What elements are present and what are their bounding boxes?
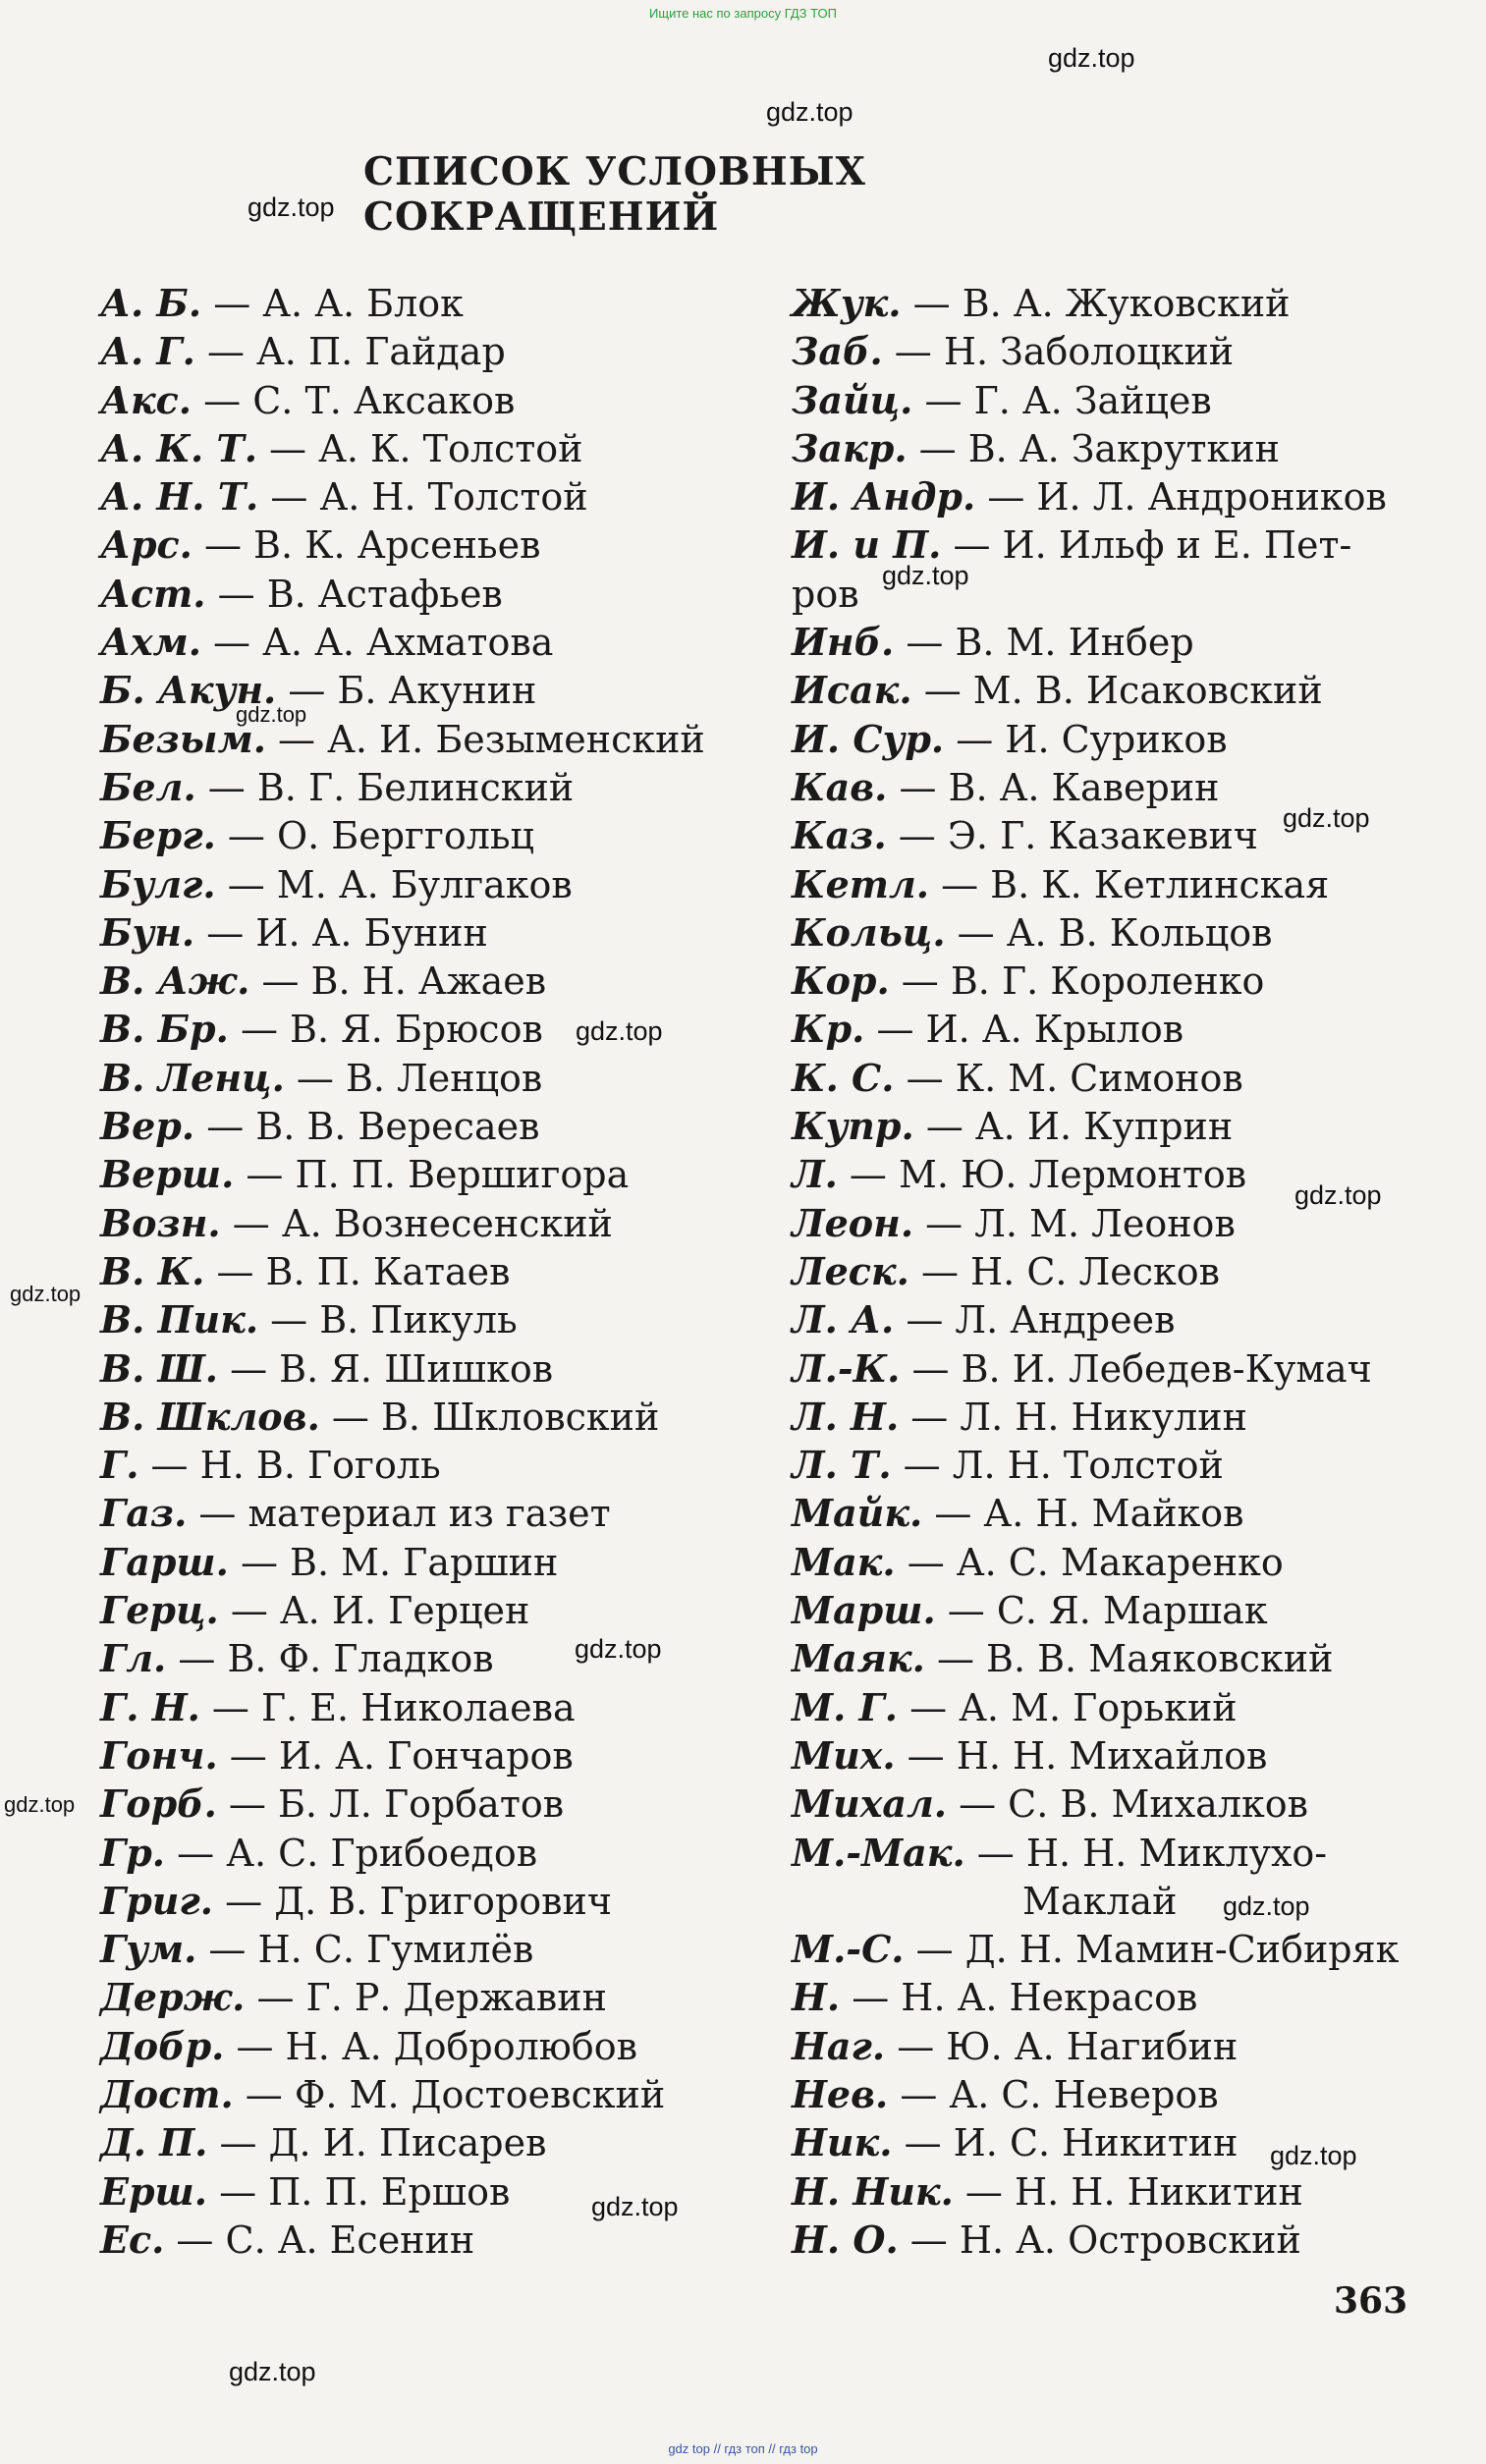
abbreviation-entry — [100, 1973, 778, 2021]
abbreviation: Купр. — [792, 1104, 914, 1149]
bottom-banner: gdz top // гдз топ // гдз top — [668, 2441, 818, 2456]
abbreviation-entry — [100, 2070, 778, 2118]
author-name: — М. А. Булгаков — [215, 862, 573, 906]
abbreviation: Добр. — [100, 2023, 225, 2068]
author-name: — Л. Н. Никулин — [899, 1395, 1247, 1439]
abbreviation: Маяк. — [792, 1636, 925, 1681]
abbreviation-entry — [100, 1731, 778, 1780]
abbreviation: И. Андр. — [792, 474, 976, 520]
abbreviation: В. Бр. — [100, 1007, 229, 1052]
abbreviation: Н. О. — [792, 2217, 899, 2262]
author-name: — А. С. Макаренко — [895, 1540, 1284, 1584]
watermark: gdz.top — [10, 1282, 82, 1306]
abbreviation: Б. Акун. — [100, 668, 277, 713]
abbreviation: Марш. — [792, 1588, 936, 1633]
abbreviation: Гл. — [100, 1636, 167, 1681]
author-name-continuation: ров — [792, 572, 859, 616]
abbreviation: М.-Мак. — [792, 1830, 965, 1875]
abbreviation-entry — [100, 472, 778, 520]
abbreviation-entry — [100, 424, 778, 472]
abbreviation-entry — [792, 1634, 1469, 1682]
abbreviation-entry — [792, 2167, 1469, 2216]
abbreviation: М.-С. — [792, 1927, 905, 1972]
author-name: — Б. Л. Горбатов — [216, 1782, 565, 1827]
abbreviation: Закр. — [792, 425, 908, 470]
author-name: — Л. Н. Толстой — [891, 1444, 1224, 1488]
author-name: — О. Берггольц — [215, 814, 534, 858]
abbreviation: М. Г. — [792, 1684, 898, 1729]
author-name: — А. Н. Майков — [922, 1492, 1244, 1536]
abbreviation: Кр. — [792, 1007, 865, 1052]
abbreviation-entry — [792, 1780, 1469, 1828]
author-name: — Б. Акунин — [276, 669, 537, 713]
abbreviation-entry — [100, 1199, 778, 1247]
abbreviation-entry — [792, 1054, 1469, 1102]
abbreviation: Зайц. — [792, 377, 913, 422]
abbreviation-entry — [792, 1489, 1469, 1537]
abbreviation-entry — [100, 1102, 778, 1150]
author-name: — И. Л. Андроников — [975, 475, 1387, 520]
abbreviation-entry — [792, 1102, 1469, 1150]
abbreviation: Л. — [792, 1152, 838, 1197]
author-name: — Д. И. Писарев — [207, 2121, 547, 2165]
author-name: — И. А. Бунин — [194, 910, 488, 955]
abbreviation: Л.-К. — [792, 1345, 901, 1391]
author-name: — С. В. Михалков — [947, 1782, 1308, 1827]
author-name: — И. Ильф и Е. Пет- — [941, 523, 1352, 568]
abbreviation-entry — [792, 1344, 1469, 1393]
author-name: — И. А. Гончаров — [217, 1733, 574, 1778]
abbreviation-entry — [792, 1973, 1469, 2021]
author-name: — В. А. Каверин — [887, 765, 1220, 809]
abbreviation-entry — [792, 1441, 1469, 1489]
abbreviation: Г. — [100, 1443, 139, 1488]
abbreviation: А. Г. — [100, 329, 195, 374]
abbreviation-entry — [792, 1683, 1469, 1731]
abbreviation-entry — [792, 2070, 1469, 2118]
abbreviation: Н. Ник. — [792, 2168, 954, 2214]
abbreviation-entry — [100, 1538, 778, 1586]
abbreviation-entry — [792, 957, 1469, 1005]
author-name: — В. В. Вересаев — [194, 1105, 540, 1149]
abbreviation-entry — [100, 860, 778, 908]
abbreviation-entry — [792, 376, 1469, 424]
abbreviation: Исак. — [792, 668, 912, 713]
abbreviation-entry — [100, 957, 778, 1005]
author-name: — В. Я. Шишков — [218, 1346, 554, 1391]
watermark: gdz.top — [1283, 803, 1370, 833]
watermark: gdz.top — [575, 1634, 662, 1664]
author-name: — Д. Н. Мамин-Сибиряк — [904, 1928, 1400, 1972]
abbreviation: Мих. — [792, 1732, 896, 1778]
abbreviation: Инб. — [792, 620, 895, 665]
abbreviation: Горб. — [100, 1781, 217, 1827]
author-name: — А. М. Горький — [898, 1685, 1238, 1729]
watermark: gdz.top — [766, 97, 853, 127]
author-name: — А. К. Толстой — [256, 426, 583, 470]
abbreviation-entry — [100, 1393, 778, 1441]
author-name: — Н. С. Лесков — [908, 1249, 1221, 1293]
abbreviation-entry — [100, 2118, 778, 2166]
abbreviation-entry — [100, 1344, 778, 1393]
abbreviation-entry — [100, 279, 778, 327]
author-name: — И. А. Крылов — [864, 1008, 1184, 1052]
author-name: — В. Шкловский — [319, 1395, 660, 1439]
abbreviation: Н. — [792, 1975, 841, 2020]
author-name: — В. А. Закруткин — [907, 426, 1280, 470]
abbreviation-entry — [792, 327, 1469, 375]
author-name: — Н. А. Островский — [898, 2218, 1301, 2262]
author-name: — А. И. Безыменский — [265, 717, 705, 761]
author-name: — В. М. Гаршин — [228, 1540, 559, 1584]
abbreviation: Гарш. — [100, 1539, 229, 1584]
abbreviation-entry — [100, 1683, 778, 1731]
abbreviation-entry — [100, 1634, 778, 1682]
abbreviation: Ерш. — [100, 2168, 207, 2214]
author-name: — Н. А. Некрасов — [840, 1976, 1198, 2020]
abbreviation: Михал. — [792, 1781, 948, 1827]
author-name: — Г. Е. Николаева — [199, 1685, 576, 1729]
abbreviation: Л. Т. — [792, 1443, 892, 1488]
author-name: — Ю. А. Нагибин — [885, 2024, 1238, 2068]
abbreviation-entry — [792, 715, 1469, 763]
watermark: gdz.top — [236, 702, 307, 727]
abbreviation: Гонч. — [100, 1732, 218, 1778]
watermark: gdz.top — [1223, 1891, 1310, 1921]
author-name: — К. М. Симонов — [894, 1056, 1243, 1100]
abbreviation-entry — [100, 1005, 778, 1053]
abbreviation: Берг. — [100, 813, 216, 858]
abbreviation: Держ. — [100, 1975, 246, 2020]
abbreviation-entry — [792, 424, 1469, 472]
abbreviation-entry — [792, 2118, 1469, 2166]
abbreviation: Мак. — [792, 1539, 896, 1584]
abbreviation: Григ. — [100, 1878, 214, 1923]
abbreviation-entry — [100, 715, 778, 763]
watermark: gdz.top — [248, 192, 335, 222]
author-name: — А. И. Куприн — [913, 1105, 1234, 1149]
abbreviation: Гр. — [100, 1830, 166, 1875]
author-name: — С. А. Есенин — [164, 2218, 475, 2262]
abbreviation: И. и П. — [792, 522, 942, 568]
abbreviation: Кольц. — [792, 909, 946, 955]
author-name: — А. В. Кольцов — [945, 910, 1273, 955]
abbreviation-entry — [100, 376, 778, 424]
abbreviation-entry — [792, 2022, 1469, 2070]
author-name: — материал из газет — [187, 1492, 611, 1536]
abbreviation: Булг. — [100, 861, 216, 906]
abbreviation: А. Н. Т. — [100, 474, 259, 520]
abbreviation-entry — [792, 1538, 1469, 1586]
author-name: — А. А. Блок — [201, 282, 464, 325]
abbreviation: А. Б. — [100, 281, 202, 325]
author-name: — А. И. Герцен — [218, 1589, 530, 1633]
abbreviation-entry — [100, 520, 778, 569]
abbreviation: Арс. — [100, 522, 193, 568]
author-name: — С. Я. Маршак — [935, 1589, 1268, 1633]
abbreviation: Возн. — [100, 1200, 221, 1245]
abbreviation-entry — [100, 1150, 778, 1198]
top-banner: Ищите нас по запросу ГДЗ ТОП — [649, 6, 837, 21]
abbreviation-entry — [100, 2022, 778, 2070]
abbreviation: И. Сур. — [792, 716, 945, 761]
watermark: gdz.top — [4, 1792, 76, 1817]
abbreviation: Каз. — [792, 813, 887, 858]
author-name: — А. А. Ахматова — [200, 621, 554, 665]
abbreviation: В. Ленц. — [100, 1055, 285, 1100]
abbreviation-entry — [100, 1054, 778, 1102]
author-name: — В. Г. Белинский — [195, 765, 575, 809]
author-name: — И. Суриков — [944, 717, 1228, 761]
abbreviation: Леск. — [792, 1248, 909, 1293]
abbreviation: Бел. — [100, 764, 196, 809]
watermark: gdz.top — [229, 2357, 316, 2386]
author-name: — А. Вознесенский — [220, 1201, 613, 1245]
author-name: — В. К. Кетлинская — [929, 862, 1330, 906]
author-name: — Н. С. Гумилёв — [196, 1928, 534, 1972]
abbreviation-entry — [100, 666, 778, 714]
abbreviation: Ес. — [100, 2217, 165, 2262]
page-title: СПИСОК УСЛОВНЫХ СОКРАЩЕНИЙ — [363, 149, 866, 240]
watermark: gdz.top — [576, 1016, 663, 1046]
abbreviation: А. К. Т. — [100, 425, 257, 470]
author-name: — П. П. Вершигора — [234, 1153, 630, 1197]
abbreviation-entry — [792, 1586, 1469, 1634]
abbreviation: В. К. — [100, 1248, 205, 1293]
abbreviation-entry — [792, 618, 1469, 666]
abbreviation-entry — [100, 2216, 778, 2264]
abbreviation-entry — [100, 1295, 778, 1343]
abbreviation-entry — [792, 1731, 1469, 1780]
abbreviation: Кетл. — [792, 861, 929, 906]
abbreviation: К. С. — [792, 1055, 895, 1100]
abbreviation-entry — [100, 1829, 778, 1877]
abbreviation: Жук. — [792, 281, 902, 325]
abbreviation: В. Ш. — [100, 1345, 218, 1391]
author-name: — В. Я. Брюсов — [228, 1008, 543, 1052]
author-name: — Ф. М. Достоевский — [233, 2072, 666, 2116]
abbreviation: В. Аж. — [100, 958, 250, 1004]
author-name-continuation: Маклай — [1022, 1879, 1178, 1923]
abbreviation: Г. Н. — [100, 1684, 200, 1729]
abbreviation: Верш. — [100, 1152, 235, 1197]
abbreviation-entry — [792, 1295, 1469, 1343]
abbreviation-entry — [100, 1441, 778, 1489]
abbreviation-entry — [100, 618, 778, 666]
abbreviation-entry — [100, 1877, 778, 1925]
abbreviation-entry — [100, 908, 778, 957]
abbreviation: Гум. — [100, 1927, 197, 1972]
author-name: — Н. Н. Никитин — [953, 2169, 1303, 2214]
abbreviation-entry — [792, 1925, 1469, 1973]
author-name: — А. С. Грибоедов — [165, 1831, 538, 1875]
abbreviation-entry — [100, 570, 778, 618]
abbreviation: Кор. — [792, 958, 890, 1004]
abbreviation: Аст. — [100, 571, 206, 616]
author-name: — В. К. Арсеньев — [192, 523, 541, 568]
author-name: — В. Ф. Гладков — [166, 1637, 494, 1681]
abbreviation: Ник. — [792, 2120, 893, 2165]
author-name: — П. П. Ершов — [206, 2169, 511, 2214]
author-name: — В. Г. Короленко — [889, 959, 1265, 1004]
abbreviation-entry — [792, 1005, 1469, 1053]
abbreviation: Акс. — [100, 377, 193, 422]
abbreviation: Леон. — [792, 1200, 914, 1245]
author-name: — И. С. Никитин — [892, 2121, 1238, 2165]
author-name: — А. Н. Толстой — [258, 475, 588, 520]
abbreviation-entry — [100, 1586, 778, 1634]
author-name: — В. В. Маяковский — [924, 1637, 1334, 1681]
abbreviation-entry — [100, 1489, 778, 1537]
author-name: — А. П. Гайдар — [194, 330, 506, 374]
abbreviation: Газ. — [100, 1491, 188, 1536]
abbreviation: Бун. — [100, 909, 195, 955]
abbreviation-entry — [792, 279, 1469, 327]
author-name: — М. В. Исаковский — [911, 669, 1323, 713]
abbreviation: Дост. — [100, 2071, 234, 2116]
watermark: gdz.top — [1294, 1180, 1382, 1210]
author-name: — В. Н. Ажаев — [249, 959, 547, 1004]
abbreviation-entry — [792, 908, 1469, 957]
abbreviation: Вер. — [100, 1104, 195, 1149]
author-name: — Н. А. Добролюбов — [224, 2024, 638, 2068]
author-name: — В. Астафьев — [205, 572, 503, 616]
abbreviation: Майк. — [792, 1491, 923, 1536]
author-name: — Н. В. Гоголь — [138, 1444, 441, 1488]
abbreviation: Наг. — [792, 2023, 886, 2068]
watermark: gdz.top — [1270, 2141, 1357, 2170]
abbreviation-entry — [792, 472, 1469, 520]
abbreviation-entry — [792, 666, 1469, 714]
abbreviation: В. Шклов. — [100, 1394, 320, 1439]
author-name: — Н. Н. Михайлов — [895, 1733, 1268, 1778]
author-name: — В. Пикуль — [258, 1298, 518, 1342]
abbreviation: Заб. — [792, 329, 883, 374]
abbreviation-entry — [792, 1247, 1469, 1295]
watermark: gdz.top — [591, 2192, 679, 2221]
abbreviation: Ахм. — [100, 620, 201, 665]
watermark: gdz.top — [882, 561, 969, 590]
watermark: gdz.top — [1048, 43, 1135, 73]
abbreviation-list-left — [100, 279, 778, 2264]
author-name: — Г. А. Зайцев — [912, 378, 1212, 422]
abbreviation-entry — [100, 1780, 778, 1828]
abbreviation: Л. Н. — [792, 1394, 900, 1439]
abbreviation: Нев. — [792, 2071, 889, 2116]
abbreviation-entry — [100, 1247, 778, 1295]
abbreviation: Л. А. — [792, 1297, 895, 1342]
author-name: — Д. В. Григорович — [213, 1879, 612, 1923]
abbreviation: В. Пик. — [100, 1297, 259, 1342]
abbreviation-entry — [100, 811, 778, 859]
author-name: — М. Ю. Лермонтов — [837, 1153, 1247, 1197]
abbreviation-entry — [792, 1393, 1469, 1441]
author-name: — В. А. Жуковский — [901, 282, 1291, 325]
author-name: — Н. Заболоцкий — [882, 330, 1235, 374]
author-name: — Л. Андреев — [894, 1298, 1176, 1342]
abbreviation-entry — [792, 1829, 1469, 1926]
author-name: — Л. М. Леонов — [913, 1201, 1236, 1245]
abbreviation: Герц. — [100, 1588, 219, 1633]
author-name: — В. П. Катаев — [204, 1249, 511, 1293]
author-name: — С. Т. Аксаков — [192, 378, 516, 422]
abbreviation: Кав. — [792, 764, 888, 809]
abbreviation-entry — [100, 1925, 778, 1973]
abbreviation-entry — [100, 763, 778, 811]
author-name: — Н. Н. Миклухо- — [964, 1831, 1328, 1875]
author-name: — Э. Г. Казакевич — [886, 814, 1258, 858]
abbreviation-entry — [100, 327, 778, 375]
author-name: — Г. Р. Державин — [245, 1976, 607, 2020]
abbreviation-entry — [792, 860, 1469, 908]
author-name: — В. М. Инбер — [894, 621, 1194, 665]
abbreviation: Безым. — [100, 716, 266, 761]
abbreviation: Д. П. — [100, 2120, 208, 2165]
page-number: 363 — [1334, 2280, 1408, 2322]
author-name: — В. Ленцов — [284, 1056, 543, 1100]
abbreviation-entry — [792, 2216, 1469, 2264]
author-name: — А. С. Неверов — [888, 2072, 1219, 2116]
author-name: — В. И. Лебедев-Кумач — [900, 1346, 1372, 1391]
